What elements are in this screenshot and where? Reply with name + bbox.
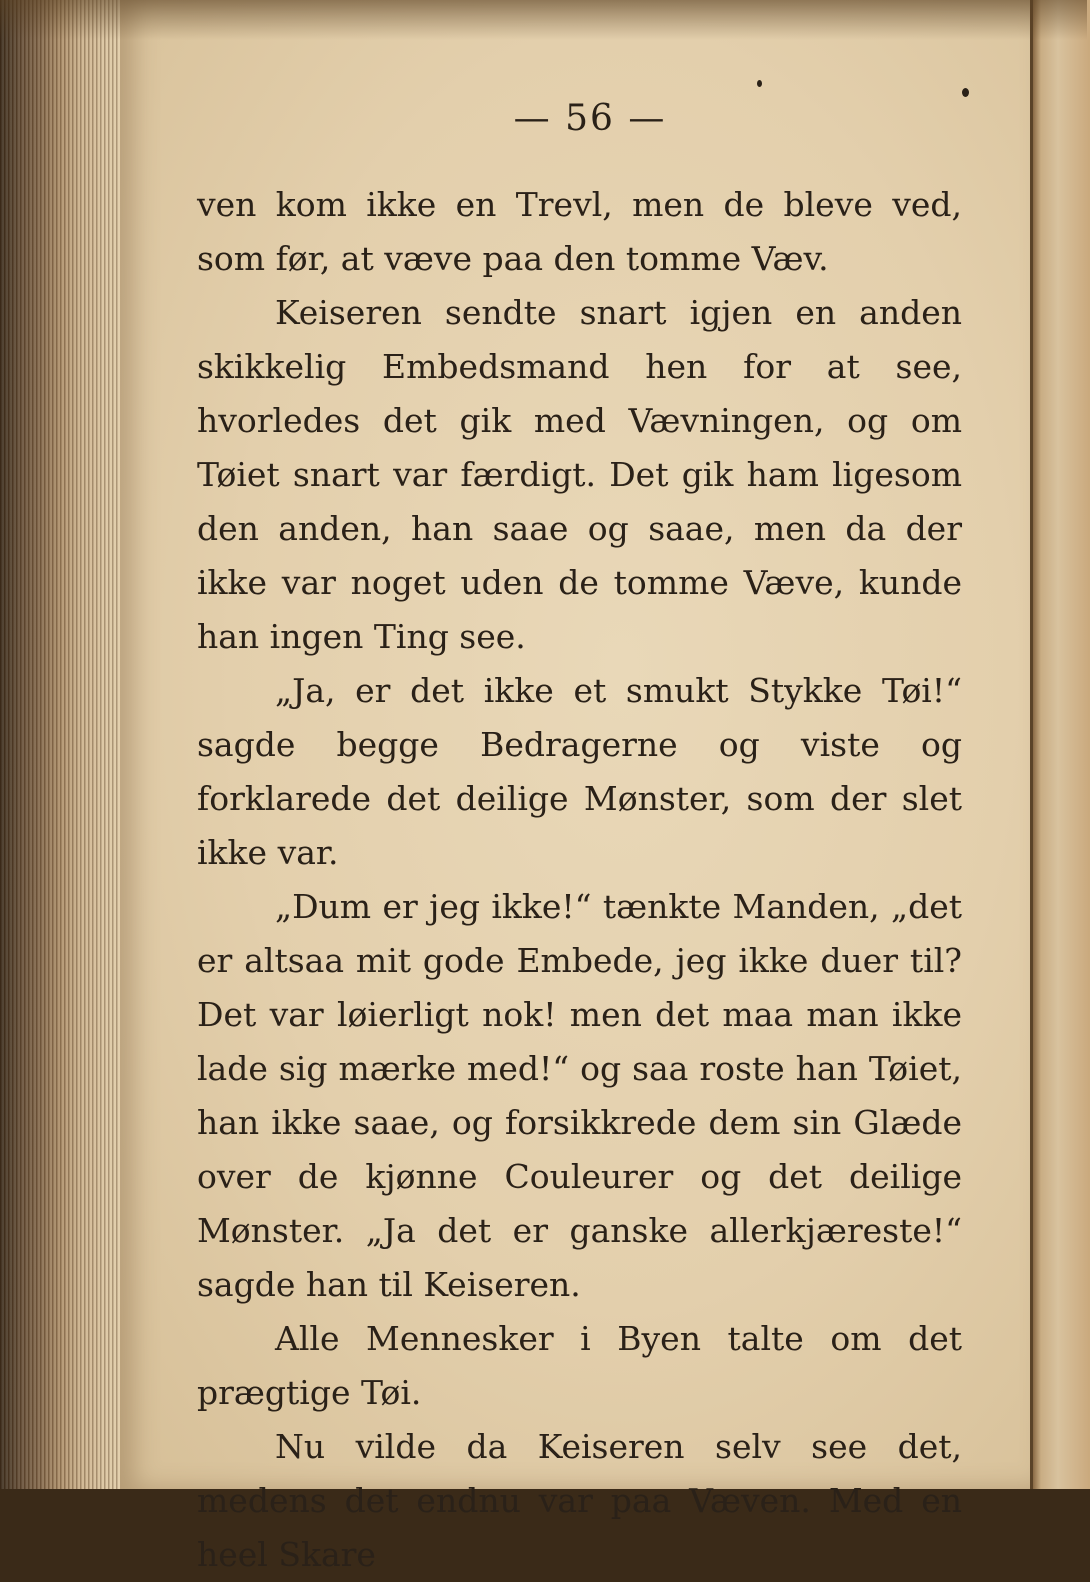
paragraph: „Ja, er det ikke et smukt Stykke Tøi!“ sagde begge Bedragerne og viste og forklarede det deilige Mønster, som der slet ikke var.: [197, 671, 962, 872]
paragraph: ven kom ikke en Trevl, men de bleve ved, som før, at væve paa den tomme Væv.: [197, 185, 962, 278]
ink-speck: [962, 88, 969, 97]
top-shadow: [0, 0, 1087, 40]
paragraph: „Dum er jeg ikke!“ tænkte Manden, „det er altsaa mit gode Embede, jeg ikke duer til? Det var løierligt nok! men det maa man ikke lade sig mærke med!“ og saa roste han Tøiet, han ikke saae, og forsikkrede dem sin Glæde over de kjønne Couleurer og det deilige Mønster. „Ja det er ganske allerkjæreste!“ sagde han til Keiseren.: [197, 887, 962, 1304]
facing-page-edge: [1030, 0, 1090, 1489]
page-stack-edges: [0, 0, 128, 1489]
ink-speck: [757, 80, 762, 87]
page-text: [197, 178, 962, 1582]
paragraph: Alle Mennesker i Byen talte om det prægtige Tøi.: [197, 1319, 962, 1412]
paragraph: Nu vilde da Keiseren selv see det, medens det endnu var paa Væven. Med en heel Skare: [197, 1427, 962, 1574]
page-number: — 56 —: [513, 98, 667, 139]
paragraph: Keiseren sendte snart igjen en anden skikkelig Embedsmand hen for at see, hvorledes det gik med Vævningen, og om Tøiet snart var færdigt. Det gik ham ligesom den anden, han saae og saae, men da der ikke var noget uden de tomme Væve, kunde han ingen Ting see.: [197, 293, 962, 656]
